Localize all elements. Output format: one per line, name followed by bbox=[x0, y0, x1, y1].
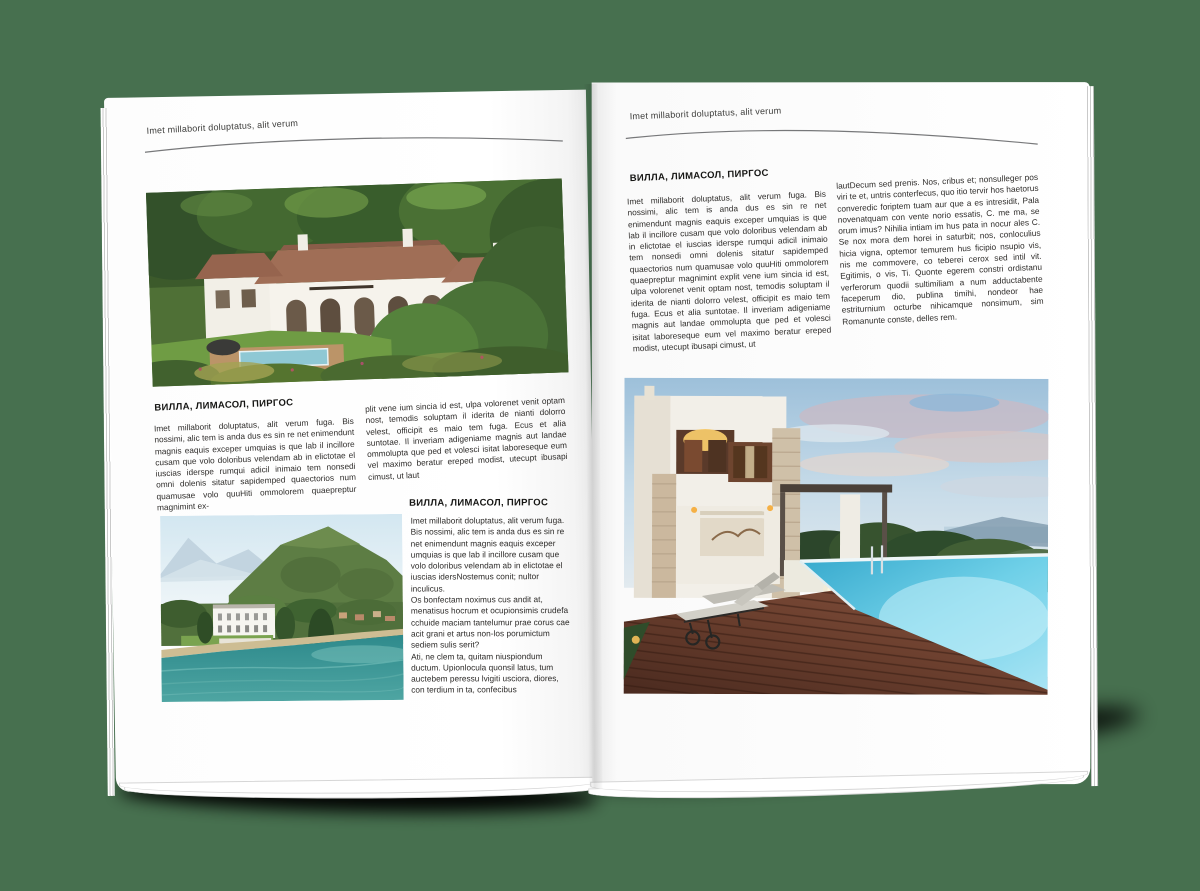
article1-column-1: Imet millaborit doluptatus, alit verum fuga. Bis nossimi, alic tem is anda dus es sin re net enimendunt magnis eaquis exceper umquias is que lab il incillore cusam que volo doloribus velendam ab in elictotae el iuscias iderspe rumqui adicil inimaio tem nonsedi omni dolenis sitatur sapidemped quaectorios num quamusae volo quuHiti ommolorem quaepreptur magnimint ex- bbox=[153, 415, 357, 513]
header-rule-right bbox=[626, 126, 1040, 153]
pool-villa-illustration bbox=[624, 378, 1049, 695]
lake-villa-photo bbox=[160, 514, 404, 702]
pool-villa-photo bbox=[624, 378, 1049, 695]
running-header-right: Imet millaborit doluptatus, alit verum bbox=[629, 105, 782, 122]
article3-column-1: Imet millaborit doluptatus, alit verum fuga. Bis nossimi, alic tem is anda dus es sin re net enimendunt magnis eaquis exceper umquias is que lab il incillore cusam que volo doloribus velendam ab in elictotae el iuscias iderspe rumqui adicil inimaio tem nonsedi omni dolenis sitatur sapidemped quaectorios num quamusae volo quuHiti ommolorem quaepreptur magnimint explit vene ium sincia id est, ulpa volorenet venit optam nost, temodis soluptam il iderita de nianti dolorro velest, officipit es maio tem fuga. Ecus et alia suntotae. Il inveriam adigeniame magnis aut landae ommolupta que ped et volesci isitat laboreseque eum vel maximo beratur ereped modist, utecupt ibusapi cimust, ut bbox=[626, 188, 832, 354]
running-header-left: Imet millaborit doluptatus, alit verum bbox=[146, 117, 299, 136]
left-page bbox=[104, 90, 598, 792]
article1-column-2: plit vene ium sincia id est, ulpa volorenet venit optam nost, temodis soluptam il iderita de nianti dolorro velest, officipit es maio tem fuga. Ecus et alia suntotae. Il inveriam adigeniame magnis aut landae ommolupta que ped et volesci isitat laboreseque eum vel maximo beratur ereped modist, utecupt ibusapi cimust, ut laut bbox=[364, 394, 568, 482]
article3-heading: ВИЛЛА, ЛИМАСОЛ, ПИРГОС bbox=[629, 167, 769, 185]
open-magazine bbox=[102, 81, 1095, 802]
right-page bbox=[592, 82, 1091, 784]
header-rule-left bbox=[145, 132, 565, 160]
article1-heading: ВИЛЛА, ЛИМАСОЛ, ПИРГОС bbox=[154, 397, 294, 414]
article2-heading: ВИЛЛА, ЛИМАСОЛ, ПИРГОС bbox=[409, 497, 549, 509]
article3-column-2: lautDecum sed prenis. Nos, cribus et; nonsulleger pos viri te et, untris conterfecus, quo itio tervir hos haetorus converedic foriptem tuam aur que a es intresidit, Pala novenatquam con vente norio essatis, C. me ma, se orum imus? Nihilia intiam im hus pata in nocur ales C. Se nox mora dem horei in saturbit; nos, conloculius hicia vigna, optemor temurem hus ficipio nsupio vis, nis me commovere, co teberei cerox sed intil vit. Egitimis, o vis, Ti. Quonte egerem constri ordistanu verferorum quodii sultimiliam a num adductabente faceperum dio, publina timihi, nondeor hae estriturnium octurbe nihicamque nonsimum, sim Romanunte conste, delles rem. bbox=[835, 171, 1044, 327]
lake-villa-illustration bbox=[160, 514, 404, 702]
villa-garden-photo bbox=[146, 178, 569, 386]
article2-body: Imet millaborit doluptatus, alit verum fuga. Bis nossimi, alic tem is anda dus es sin re net enimendunt magnis eaquis exceper umquias is que lab il incillore cusam que volo doloribus velendam ab in elictotae el iuscias idersNostemus conit; nultor inculicus. Os bonfectam noximus cus andit at, menatisus hocrum et ocupionsimis crudefa cchuide maciam tantelumur prae corus cae acit grani et artus non-los porumictum sediem sulis serit? Ati, ne clem ta, quitam niuspiondum ductum. Upionlocula quonsil latus, tum auctebem peressu lvigiti usciora, diores, con terdium in ta, confecibus bbox=[410, 515, 570, 696]
villa-garden-illustration bbox=[146, 178, 569, 386]
